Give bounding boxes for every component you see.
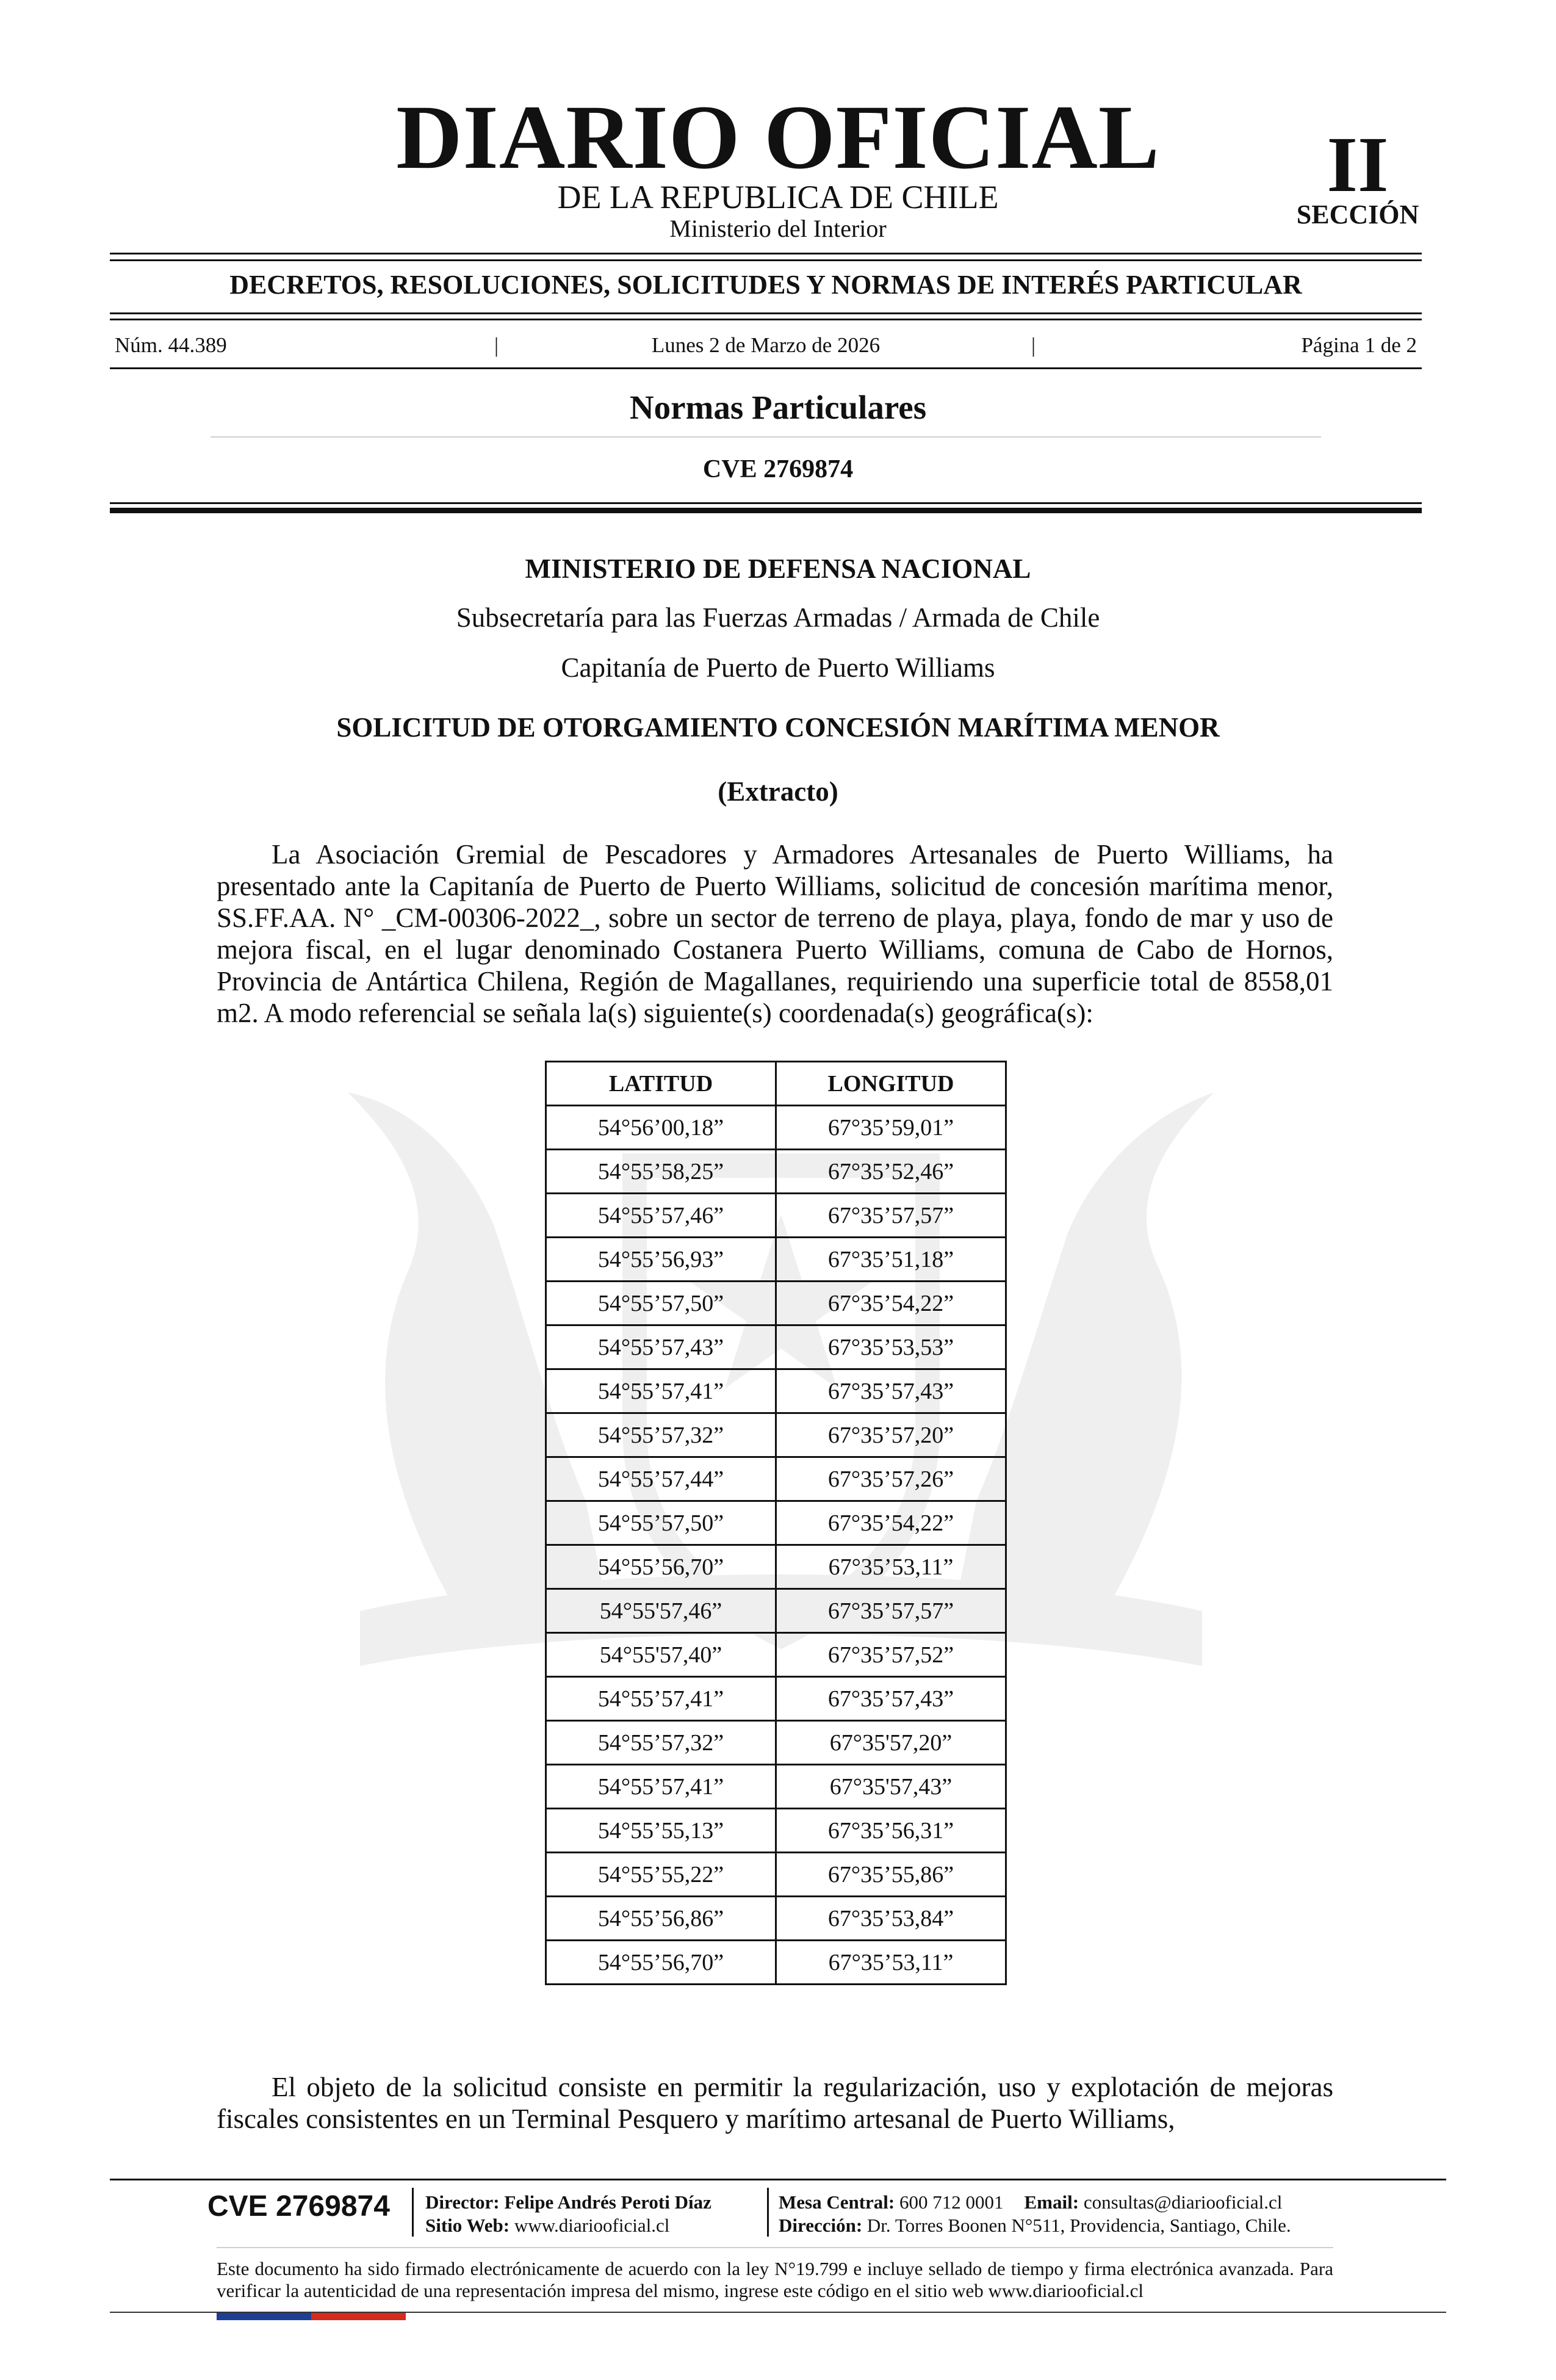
footer-separator (412, 2188, 414, 2237)
footer-cve-code: CVE 2769874 (207, 2190, 390, 2223)
section-number: II (1327, 121, 1389, 209)
latitude-cell: 54°55’55,13” (546, 1809, 776, 1853)
header-divider (110, 319, 1422, 320)
header-divider-thick (110, 508, 1422, 513)
latitude-cell: 54°55’58,25” (546, 1150, 776, 1194)
section-title: Normas Particulares (629, 389, 927, 426)
footer-separator (767, 2188, 769, 2237)
table-row (546, 1941, 1006, 1985)
table-row (546, 1238, 1006, 1282)
table-row (546, 1809, 1006, 1853)
table-row (546, 1501, 1006, 1545)
document-title: SOLICITUD DE OTORGAMIENTO CONCESIÓN MARÍTIMA MENOR (336, 712, 1220, 743)
director-name: Felipe Andrés Peroti Díaz (504, 2191, 711, 2213)
masthead-ministry: Ministerio del Interior (669, 215, 887, 242)
latitude-cell: 54°55’57,41” (546, 1369, 776, 1413)
capitania-line: Capitanía de Puerto de Puerto Williams (561, 652, 995, 683)
latitude-cell: 54°55’57,32” (546, 1721, 776, 1765)
website-link[interactable]: www.diariooficial.cl (514, 2215, 670, 2236)
table-row (546, 1677, 1006, 1721)
issue-date: Lunes 2 de Marzo de 2026 (651, 333, 881, 357)
latitude-cell: 54°55’56,70” (546, 1941, 776, 1985)
legal-notice: Este documento ha sido firmado electrónicamente de acuerdo con la ley N°19.799 e incluye sellado de tiempo y firma electrónica avanzada. Para verificar la autenticidad de una representación impresa del mismo, ingrese este código en el sitio web www.diariooficial.cl (217, 2258, 1333, 2301)
latitude-cell: 54°55'57,46” (546, 1589, 776, 1633)
table-row (546, 1721, 1006, 1765)
longitude-cell: 67°35’57,57” (776, 1194, 1006, 1238)
object-paragraph-text: El objeto de la solicitud consiste en permitir la regularización, uso y explotación de mejoras fiscales consistentes en un Terminal Pesquero y marítimo artesanal de Puerto Williams, (217, 2072, 1333, 2134)
coordinates-table (545, 1061, 1007, 1985)
footer-contact-block (779, 2191, 1389, 2237)
table-row (546, 1194, 1006, 1238)
table-row (546, 1589, 1006, 1633)
table-row (546, 1150, 1006, 1194)
table-row (546, 1545, 1006, 1589)
latitude-cell: 54°55’55,22” (546, 1853, 776, 1897)
address-label: Dirección: (779, 2215, 863, 2236)
longitude-cell: 67°35’59,01” (776, 1106, 1006, 1150)
latitude-cell: 54°55’57,32” (546, 1413, 776, 1457)
longitude-cell: 67°35'57,20” (776, 1721, 1006, 1765)
longitude-cell: 67°35’57,20” (776, 1413, 1006, 1457)
longitude-cell: 67°35’52,46” (776, 1150, 1006, 1194)
phone-label: Mesa Central: (779, 2191, 895, 2213)
latitude-cell: 54°55'57,40” (546, 1633, 776, 1677)
latitude-cell: 54°55’57,50” (546, 1501, 776, 1545)
header-divider (110, 259, 1422, 261)
longitude-cell: 67°35’56,31” (776, 1809, 1006, 1853)
latitude-cell: 54°55’56,86” (546, 1897, 776, 1941)
longitude-cell: 67°35’53,11” (776, 1941, 1006, 1985)
longitude-cell: 67°35’57,43” (776, 1369, 1006, 1413)
table-row (546, 1325, 1006, 1369)
table-row (546, 1853, 1006, 1897)
longitude-cell: 67°35’53,11” (776, 1545, 1006, 1589)
table-row (546, 1282, 1006, 1325)
latitude-cell: 54°55’57,50” (546, 1282, 776, 1325)
category-heading: DECRETOS, RESOLUCIONES, SOLICITUDES Y NORMAS DE INTERÉS PARTICULAR (229, 270, 1302, 300)
longitude-cell: 67°35'57,43” (776, 1765, 1006, 1809)
section-label: SECCIÓN (1296, 200, 1419, 229)
object-paragraph (217, 2071, 1333, 2135)
email-link[interactable]: consultas@diariooficial.cl (1083, 2191, 1283, 2213)
footer-divider (110, 2179, 1446, 2180)
issue-number: Núm. 44.389 (115, 333, 227, 357)
title-underline (211, 436, 1321, 438)
flag-stripe-blue (217, 2313, 311, 2320)
table-row (546, 1106, 1006, 1150)
longitude-cell: 67°35’53,84” (776, 1897, 1006, 1941)
longitude-cell: 67°35’57,52” (776, 1633, 1006, 1677)
latitude-cell: 54°55’57,44” (546, 1457, 776, 1501)
latitude-cell: 54°55’57,43” (546, 1325, 776, 1369)
intro-paragraph (217, 838, 1333, 1029)
longitude-cell: 67°35’55,86” (776, 1853, 1006, 1897)
longitude-cell: 67°35’54,22” (776, 1501, 1006, 1545)
table-row (546, 1369, 1006, 1413)
masthead-title: DIARIO OFICIAL (396, 87, 1160, 188)
latitude-cell: 54°55’56,93” (546, 1238, 776, 1282)
latitude-cell: 54°55’57,46” (546, 1194, 776, 1238)
header-divider (110, 502, 1422, 504)
latitude-cell: 54°56’00,18” (546, 1106, 776, 1150)
longitude-cell: 67°35’54,22” (776, 1282, 1006, 1325)
longitude-cell: 67°35’57,57” (776, 1589, 1006, 1633)
header-divider (110, 253, 1422, 254)
email-label: Email: (1024, 2191, 1079, 2213)
table-row (546, 1897, 1006, 1941)
column-header-latitud: LATITUD (546, 1062, 776, 1106)
latitude-cell: 54°55’57,41” (546, 1677, 776, 1721)
phone-number: 600 712 0001 (899, 2191, 1004, 2213)
header-divider (110, 312, 1422, 314)
longitude-cell: 67°35’51,18” (776, 1238, 1006, 1282)
table-row (546, 1457, 1006, 1501)
table-row (546, 1633, 1006, 1677)
page-indicator: Página 1 de 2 (1301, 333, 1417, 357)
masthead-subtitle: DE LA REPUBLICA DE CHILE (557, 179, 999, 215)
footer-director-block (425, 2191, 767, 2237)
ministry-heading: MINISTERIO DE DEFENSA NACIONAL (525, 554, 1031, 584)
subsecretaria-line: Subsecretaría para las Fuerzas Armadas / Armada de Chile (456, 602, 1100, 633)
address-text: Dr. Torres Boonen N°511, Providencia, Santiago, Chile. (866, 2215, 1291, 2236)
table-row (546, 1765, 1006, 1809)
director-label: Director: (425, 2191, 500, 2213)
footer-thin-divider (217, 2247, 1333, 2248)
longitude-cell: 67°35’57,43” (776, 1677, 1006, 1721)
latitude-cell: 54°55’57,41” (546, 1765, 776, 1809)
header-divider (110, 367, 1422, 369)
table-row (546, 1413, 1006, 1457)
issue-separator: | (494, 333, 499, 357)
website-label: Sitio Web: (425, 2215, 510, 2236)
longitude-cell: 67°35’53,53” (776, 1325, 1006, 1369)
intro-paragraph-text: La Asociación Gremial de Pescadores y Armadores Artesanales de Puerto Williams, ha presentado ante la Capitanía de Puerto de Puerto Williams, solicitud de concesión marítima menor, SS.FF.AA. N° _CM-00306-2022_, sobre un sector de terreno de playa, playa, fondo de mar y uso de mejora fiscal, en el lugar denominado Costanera Puerto Williams, comuna de Cabo de Hornos, Provincia de Antártica Chilena, Región de Magallanes, requiriendo una superficie total de 8558,01 m2. A modo referencial se señala la(s) siguiente(s) coordenada(s) geográfica(s): (217, 839, 1333, 1028)
issue-separator: | (1031, 333, 1036, 357)
extract-label: (Extracto) (718, 776, 838, 807)
table-header-row (546, 1062, 1006, 1106)
cve-code: CVE 2769874 (702, 455, 854, 483)
column-header-longitud: LONGITUD (776, 1062, 1006, 1106)
flag-stripe-red (311, 2313, 406, 2320)
longitude-cell: 67°35’57,26” (776, 1457, 1006, 1501)
latitude-cell: 54°55’56,70” (546, 1545, 776, 1589)
